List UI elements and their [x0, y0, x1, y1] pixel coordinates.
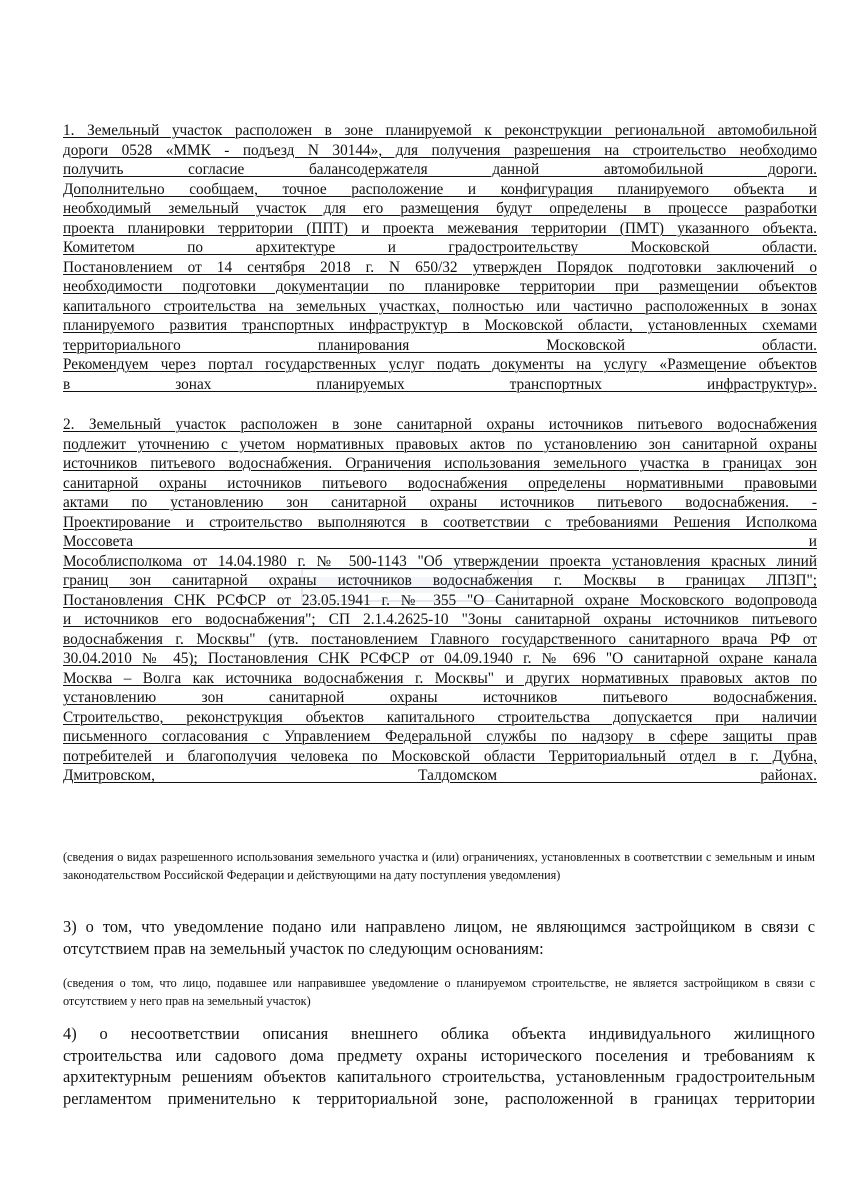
text-line: строительства или садового дома предмету охраны исторического поселения и требованиям к [63, 1045, 815, 1065]
text-line: источников питьевого водоснабжения. Ограничения использования земельного участка в границах зон [63, 455, 817, 472]
text-line: получить согласие балансодержателя данной автомобильной дороги. [63, 161, 817, 178]
text-line: письменного согласования с Управлением Федеральной службы по надзору в сфере защиты прав [63, 728, 817, 745]
item-4-external-appearance-mismatch [63, 1023, 815, 1109]
section-1-road-reconstruction-zone [63, 121, 817, 394]
text-line: потребителей и благополучия человека по Московской области Территориальный отдел в г. Дубна, [63, 747, 817, 765]
text-line: Моссовета и [63, 533, 817, 550]
text-line: отсутствием прав на земельный участок по следующим основаниям: [63, 938, 544, 958]
text-line: проекта планировки территории (ППТ) и проекта межевания территории (ПМТ) указанного объекта. [63, 219, 817, 237]
text-line: Дополнительно сообщаем, точное расположение и конфигурация планируемого объекта и [63, 180, 817, 198]
text-line: архитектурным решениям объектов капитального строительства, установленным градостроительным [63, 1067, 815, 1086]
text-line: 3) о том, что уведомление подано или направлено лицом, не являющимся застройщиком в связи с [63, 917, 815, 936]
text-line: Проектирование и строительство выполняются в соответствии с требованиями Решения Исполкома [63, 513, 817, 531]
text-line: Москва – Волга как источника водоснабжения г. Москвы" и других нормативных правовых актов по [63, 669, 817, 687]
text-line: 4) о несоответствии описания внешнего облика объекта индивидуального жилищного [63, 1024, 815, 1043]
text-line: Строительство, реконструкция объектов капитального строительства допускается при наличии [63, 708, 817, 726]
text-line: актами по установлению зон санитарной охраны источников питьевого водоснабжения. - [63, 494, 817, 511]
text-line: Рекомендуем через портал государственных услуг подать документы на услугу «Размещение объектов [63, 356, 817, 373]
note-permitted-use-info [63, 848, 815, 884]
text-line: необходимости подготовки документации по планировке территории при размещении объектов [63, 278, 817, 295]
item-3-non-developer-notice [63, 916, 815, 959]
text-line: 1. Земельный участок расположен в зоне планируемой к реконструкции региональной автомобильной [63, 122, 817, 139]
text-line: границ зон санитарной охраны источников водоснабжения г. Москвы в границах ЛПЗП"; [63, 572, 817, 589]
text-line: водоснабжения г. Москвы" (утв. постановлением Главного государственного санитарного врача РФ от [63, 630, 817, 648]
text-line: регламентом применительно к территориальной зоне, расположенной в границах территории [63, 1088, 815, 1108]
text-line: Постановления СНК РСФСР от 23.05.1941 г. № 355 "О Санитарной охране Московского водопровода [63, 591, 817, 609]
text-line: капитального строительства на земельных участках, полностью или частично расположенных в зонах [63, 297, 817, 315]
text-line: 2. Земельный участок расположен в зоне санитарной охраны источников питьевого водоснабжения [63, 416, 817, 433]
text-line: в зонах планируемых транспортных инфраструктур». [63, 375, 817, 393]
note-text: (сведения о видах разрешенного использования земельного участка и (или) ограничениях, установленных в соответствии с земельным и иным законодательством Российской Федерации и действующими на дату поступления уведомления) [63, 850, 815, 882]
note-non-developer-info [63, 974, 815, 1010]
text-line: дороги 0528 «ММК - подъезд N 30144», для получения разрешения на строительство необходимо [63, 141, 817, 159]
note-text: (сведения о том, что лицо, подавшее или направившее уведомление о планируемом строительстве, не является застройщиком в связи с отсутствием у него прав на земельный участок) [63, 976, 815, 1008]
text-line: Комитетом по архитектуре и градостроительству Московской области. [63, 239, 817, 256]
text-line: необходимый земельный участок для его размещения будут определены в процессе разработки [63, 200, 817, 217]
text-line: установлению зон санитарной охраны источников питьевого водоснабжения. [63, 689, 817, 706]
text-line: подлежит уточнению с учетом нормативных правовых актов по установлению зон санитарной охраны [63, 435, 817, 453]
text-line: Постановлением от 14 сентября 2018 г. N 650/32 утвержден Порядок подготовки заключений о [63, 258, 817, 276]
text-line: и источников его водоснабжения"; СП 2.1.4.2625-10 "Зоны санитарной охраны источников питьевого [63, 611, 817, 628]
text-line: планируемого развития транспортных инфраструктур в Московской области, установленных схемами [63, 317, 817, 334]
text-line: Дмитровском, Талдомском районах. [63, 767, 817, 784]
text-line: 30.04.2010 № 45); Постановления СНК РСФСР от 04.09.1940 г. № 696 "О санитарной охране канала [63, 650, 817, 667]
text-line: санитарной охраны источников питьевого водоснабжения определены нормативными правовыми [63, 474, 817, 492]
faint-watermark-stamp [300, 565, 520, 605]
text-line: территориального планирования Московской области. [63, 336, 817, 354]
text-line: Мособлисполкома от 14.04.1980 г. № 500-1143 "Об утверждении проекта установления красных линий [63, 552, 817, 570]
